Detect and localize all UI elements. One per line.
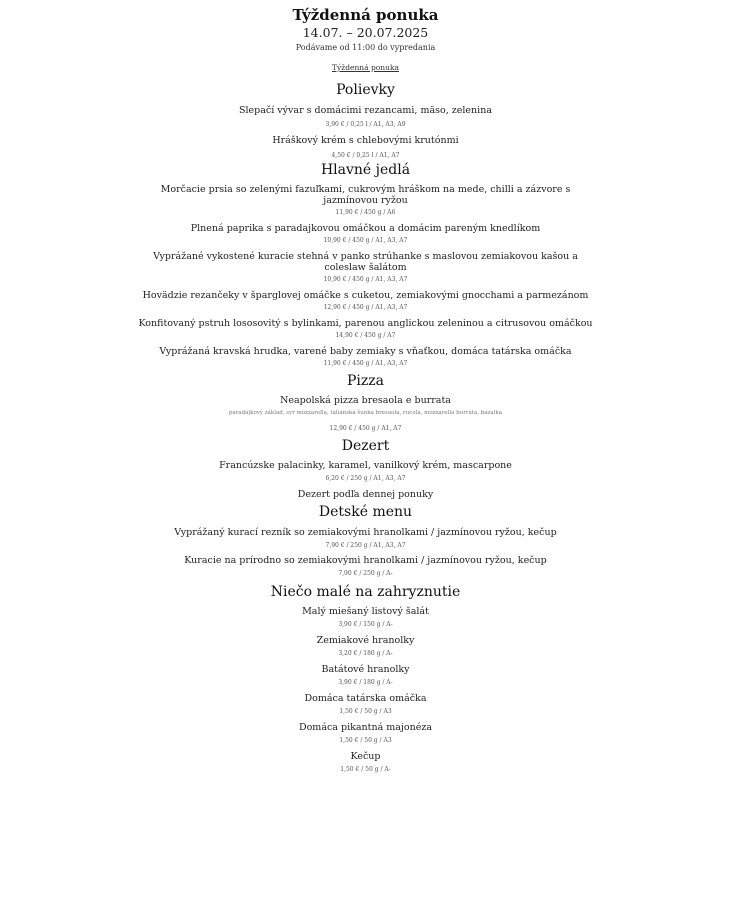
section-title-pizza: Pizza	[347, 373, 384, 389]
menu-item	[0, 722, 731, 745]
item-meta: 3,90 € / 150 g / A-	[338, 621, 393, 628]
menu-item	[0, 184, 731, 217]
item-name: Hovädzie rezančeky v šparglovej omáčke s cuketou, zemiakovými gnocchami a parmezánom	[142, 290, 589, 301]
section-title-dessert: Dezert	[341, 438, 390, 454]
item-meta: 12,90 € / 450 g / A1, A3, A7	[323, 304, 408, 311]
menu-item	[0, 395, 731, 433]
item-meta: 6,20 € / 250 g / A1, A3, A7	[325, 475, 406, 482]
item-meta: 3,90 € / 180 g / A-	[338, 679, 393, 686]
item-meta: 7,90 € / 250 g / A-	[338, 570, 393, 577]
item-name: Francúzske palacinky, karamel, vanilkový krém, mascarpone	[219, 460, 512, 471]
menu-item	[0, 460, 731, 483]
section-title-snacks: Niečo malé na zahryznutie	[270, 584, 461, 600]
menu-item	[0, 751, 731, 774]
item-name: Kečup	[350, 751, 381, 762]
item-meta: 3,90 € / 0,25 l / A1, A3, A9	[325, 121, 406, 128]
item-meta: 10,90 € / 450 g / A1, A3, A7	[323, 276, 408, 283]
item-name: Konfitovaný pstruh lososovitý s bylinkami, parenou anglickou zeleninou a citrusovou omáčkou	[138, 318, 593, 329]
item-name: Hráškový krém s chlebovými krutónmi	[272, 135, 459, 146]
item-meta: 10,90 € / 450 g / A1, A3, A7	[323, 237, 408, 244]
item-meta: 11,90 € / 450 g / A6	[335, 209, 396, 216]
item-meta: 1,50 € / 50 g / A3	[339, 708, 392, 715]
item-name: Vyprážaný kurací rezník so zemiakovými hranolkami / jazmínovou ryžou, kečup	[174, 527, 557, 538]
menu-item	[0, 489, 731, 500]
menu-item	[0, 346, 731, 368]
item-name: Plnená paprika s paradajkovou omáčkou a domácim pareným knedlíkom	[190, 223, 541, 234]
item-meta: 1,50 € / 50 g / A3	[339, 737, 392, 744]
menu-item	[0, 693, 731, 716]
section-title-soups: Polievky	[336, 82, 395, 98]
item-name: Kuracie na prírodno so zemiakovými hranolkami / jazmínovou ryžou, kečup	[184, 555, 547, 566]
item-name: Slepačí vývar s domácimi rezancami, mäso, zelenina	[239, 105, 492, 116]
item-name: Morčacie prsia so zelenými fazuľkami, cukrovým hráškom na mede, chilli a zázvore s jazmínovou ryžou	[160, 184, 571, 206]
menu-item	[0, 223, 731, 245]
item-meta: 11,90 € / 450 g / A1, A3, A7	[323, 360, 408, 367]
date-range: 14.07. – 20.07.2025	[302, 25, 429, 40]
menu-item	[0, 635, 731, 658]
section-title-mains: Hlavné jedlá	[320, 162, 411, 178]
item-meta: 12,90 € / 450 g / A1, A7	[329, 425, 402, 432]
item-name: Dezert podľa dennej ponuky	[297, 489, 434, 500]
menu-item	[0, 555, 731, 578]
menu-item	[0, 290, 731, 312]
item-name: Neapolská pizza bresaola e burrata	[280, 395, 451, 406]
item-meta: 14,90 € / 450 g / A7	[335, 332, 396, 339]
weekly-menu-link[interactable]: Týždenná ponuka	[332, 63, 399, 72]
menu-item	[0, 318, 731, 340]
item-name: Domáca pikantná majonéza	[298, 722, 433, 733]
menu-item	[0, 135, 731, 160]
item-name: Batátové hranolky	[321, 664, 410, 675]
menu-item	[0, 664, 731, 687]
menu-item	[0, 606, 731, 629]
item-name: Zemiakové hranolky	[316, 635, 415, 646]
item-name: Domáca tatárska omáčka	[304, 693, 427, 704]
item-meta: 4,50 € / 0,25 l / A1, A7	[331, 152, 400, 159]
menu-item	[0, 105, 731, 129]
item-meta: 1,50 € / 50 g / A-	[340, 766, 391, 773]
item-name: Malý miešaný listový šalát	[302, 606, 429, 617]
page-title: Týždenná ponuka	[292, 6, 439, 24]
section-title-kids: Detské menu	[318, 504, 413, 520]
item-meta: 7,90 € / 250 g / A1, A3, A7	[325, 542, 406, 549]
item-description: paradajkový základ, syr mozzarella, talianska šunka bresaola, rucola, mozzarella burrata, bazalka	[228, 410, 503, 416]
menu-item	[0, 251, 731, 284]
serving-info: Podávame od 11:00 do vypredania	[295, 43, 436, 52]
menu-item	[0, 527, 731, 550]
item-name: Vyprážaná kravská hrudka, varené baby zemiaky s vňaťkou, domáca tatárska omáčka	[159, 346, 572, 357]
item-meta: 3,20 € / 180 g / A-	[338, 650, 393, 657]
item-name: Vyprážané vykostené kuracie stehná v panko strúhanke s maslovou zemiakovou kašou a coleslaw šalátom	[153, 251, 578, 273]
